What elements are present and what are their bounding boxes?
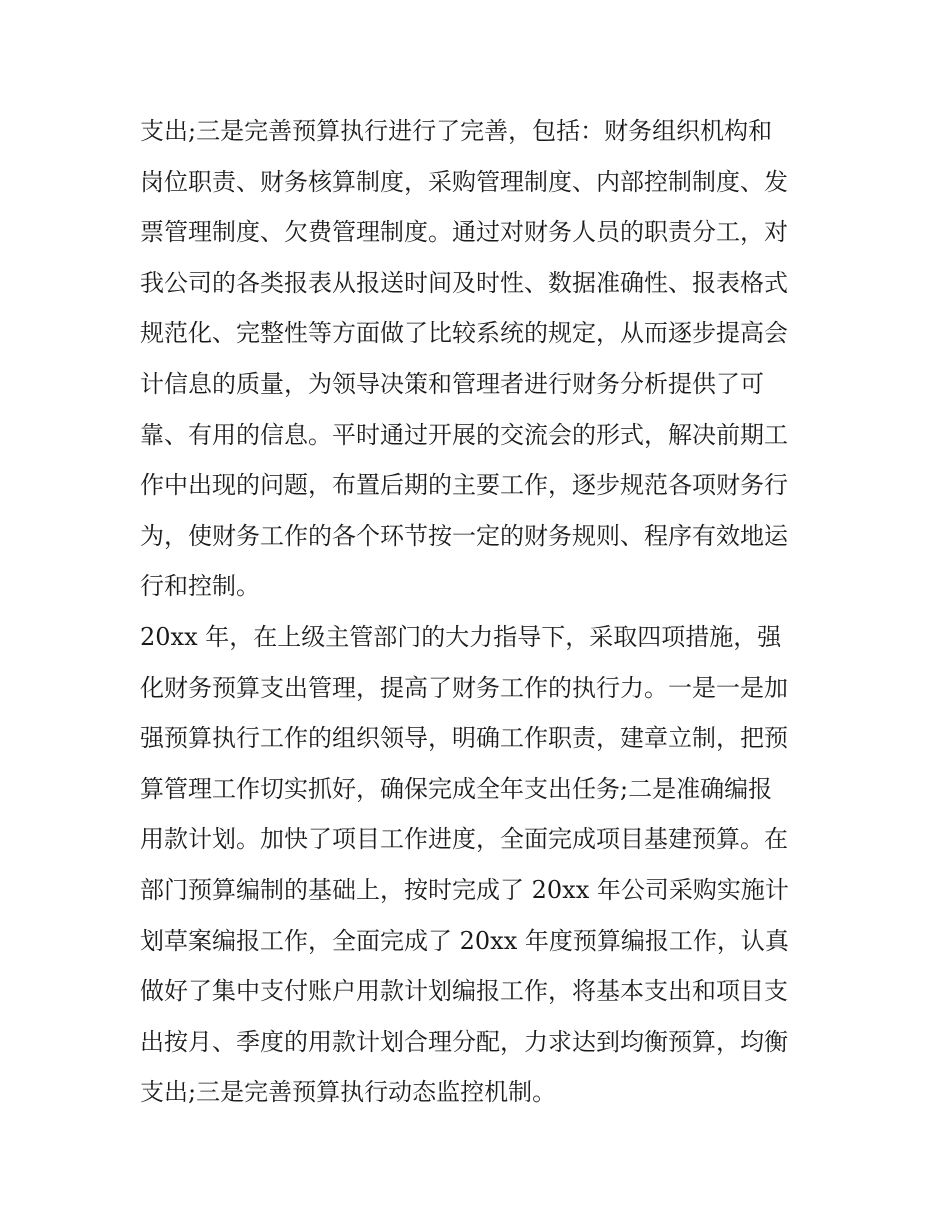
text-line: 作中出现的问题，布置后期的主要工作，逐步规范各项财务行 (140, 471, 788, 500)
text-line: 用款计划。加快了项目工作进度，全面完成项目基建预算。在 (140, 825, 788, 854)
text-line: 做好了集中支付账户用款计划编报工作，将基本支出和项目支 (140, 977, 788, 1006)
text-line: 为，使财务工作的各个环节按一定的财务规则、程序有效地运 (140, 521, 788, 550)
paragraph-budget-measures (140, 612, 820, 1118)
text-line: 规范化、完整性等方面做了比较系统的规定，从而逐步提高会 (140, 319, 788, 348)
text-line: 划草案编报工作，全面完成了 20xx 年度预算编报工作，认真 (140, 926, 789, 955)
text-line: 票管理制度、欠费管理制度。通过对财务人员的职责分工，对 (140, 218, 788, 247)
paragraph-financial-system (140, 106, 820, 612)
text-line: 化财务预算支出管理，提高了财务工作的执行力。一是一是加 (140, 673, 788, 702)
text-line: 出按月、季度的用款计划合理分配，力求达到均衡预算，均衡 (140, 1027, 788, 1056)
text-line: 20xx 年，在上级主管部门的大力指导下，采取四项措施，强 (140, 623, 782, 651)
text-line: 支出;三是完善预算执行进行了完善，包括：财务组织机构和 (140, 117, 773, 145)
text-line: 行和控制。 (140, 572, 260, 601)
text-line: 我公司的各类报表从报送时间及时性、数据准确性、报表格式 (140, 268, 788, 297)
text-line: 部门预算编制的基础上，按时完成了 20xx 年公司采购实施计 (140, 875, 789, 904)
text-line: 计信息的质量，为领导决策和管理者进行财务分析提供了可 (140, 369, 764, 398)
text-line: 强预算执行工作的组织领导，明确工作职责，建章立制，把预 (140, 724, 788, 753)
text-line: 算管理工作切实抓好，确保完成全年支出任务;二是准确编报 (140, 774, 773, 803)
text-line: 岗位职责、财务核算制度，采购管理制度、内部控制制度、发 (140, 167, 788, 196)
text-line: 靠、有用的信息。平时通过开展的交流会的形式，解决前期工 (140, 420, 788, 449)
text-line: 支出;三是完善预算执行动态监控机制。 (140, 1078, 557, 1107)
